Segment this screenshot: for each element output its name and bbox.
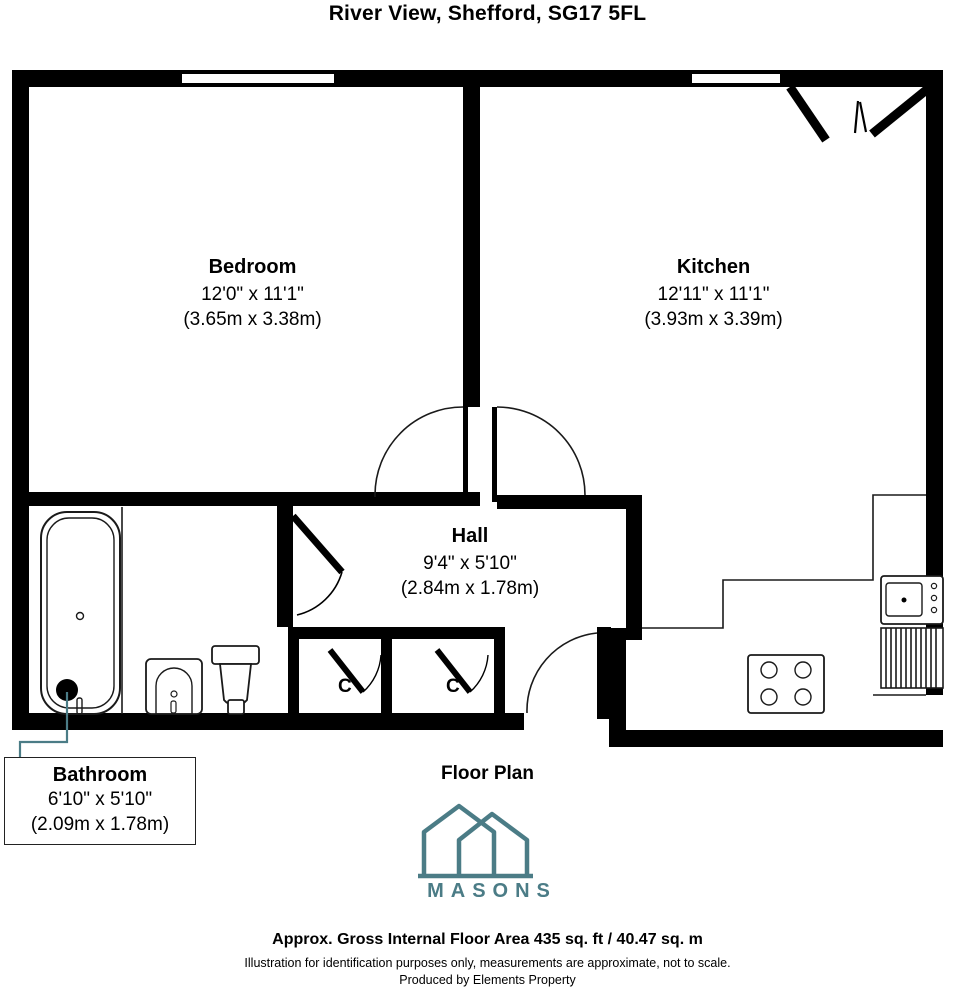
cupboard-label-1: C xyxy=(338,676,352,697)
wash-basin-fixture xyxy=(146,659,202,714)
wall-top-left xyxy=(12,70,182,87)
room-dim-metric-bedroom: (3.65m x 3.38m) xyxy=(183,309,322,331)
bedroom-door-swing xyxy=(375,407,463,497)
window-frame-top-left-outer xyxy=(182,70,334,74)
room-dim-imperial-hall: 9'4" x 5'10" xyxy=(423,552,517,574)
wall-hall-kitchen-top xyxy=(497,495,642,509)
page-title: River View, Shefford, SG17 5FL xyxy=(328,2,647,25)
wall-hall-divider-stub-right xyxy=(492,407,497,502)
brand-name: MASONS xyxy=(427,880,557,902)
wall-left-outer xyxy=(12,70,29,730)
disclaimer-text: Illustration for identification purposes only, measurements are approximate, not to scale. xyxy=(244,956,731,970)
wall-bottom-step xyxy=(609,628,626,747)
room-dim-metric-hall: (2.84m x 1.78m) xyxy=(400,578,540,600)
room-label-kitchen xyxy=(586,254,841,333)
wall-top-middle xyxy=(334,70,692,87)
entrance-door xyxy=(790,87,930,140)
room-dim-metric-bathroom: (2.09m x 1.78m) xyxy=(30,813,170,835)
kitchen-counter xyxy=(642,495,926,695)
wall-hall-kitchen xyxy=(626,495,642,640)
floor-plan-title: Floor Plan xyxy=(441,763,534,784)
room-dim-imperial-kitchen: 12'11" x 11'1" xyxy=(657,283,770,305)
room-name-kitchen: Kitchen xyxy=(676,256,751,278)
wall-cupboard-divider-middle xyxy=(381,627,392,717)
room-label-hall xyxy=(345,523,595,602)
hob-fixture xyxy=(748,655,824,713)
room-name-hall: Hall xyxy=(451,525,489,547)
bathroom-door xyxy=(293,516,342,615)
wall-bottom-right xyxy=(609,730,943,747)
room-name-bedroom: Bedroom xyxy=(208,256,297,278)
bath-fixture xyxy=(41,512,120,714)
room-dim-imperial-bathroom: 6'10" x 5'10" xyxy=(47,789,153,810)
cupboard-label-2: C xyxy=(446,676,460,697)
cupboard-door-right xyxy=(437,650,488,692)
room-dim-metric-kitchen: (3.93m x 3.39m) xyxy=(644,309,783,331)
kitchen-door-swing xyxy=(497,407,585,495)
wall-cupboard-top-left xyxy=(293,627,381,639)
room-name-bathroom: Bathroom xyxy=(52,764,148,786)
wall-cupboard-divider-left xyxy=(288,627,299,717)
produced-by-text: Produced by Elements Property xyxy=(399,973,576,987)
room-dim-imperial-bedroom: 12'0" x 11'1" xyxy=(201,283,304,305)
wall-hall-divider-stub xyxy=(463,407,468,502)
toilet-fixture xyxy=(212,646,259,714)
window-frame-top-right-outer xyxy=(692,70,780,74)
wall-bathroom-right xyxy=(277,506,293,627)
wall-bedroom-kitchen xyxy=(463,70,480,407)
wall-bedroom-bottom xyxy=(29,492,480,506)
window-frame-top-right-inner xyxy=(692,83,780,87)
room-label-bedroom xyxy=(125,254,380,333)
wall-top-right xyxy=(780,70,943,87)
brand-block xyxy=(407,800,577,905)
wall-cupboard-top-right xyxy=(381,627,501,639)
wall-cupboard-divider-right xyxy=(494,627,505,717)
wall-right-outer xyxy=(926,70,943,695)
gross-area-text: Approx. Gross Internal Floor Area 435 sq. ft / 40.47 sq. m xyxy=(272,931,703,948)
window-frame-top-left-inner xyxy=(182,83,334,87)
wall-hall-lower-right xyxy=(597,627,611,719)
hall-entry-door-swing xyxy=(527,633,597,713)
wall-bottom-left xyxy=(12,713,524,730)
